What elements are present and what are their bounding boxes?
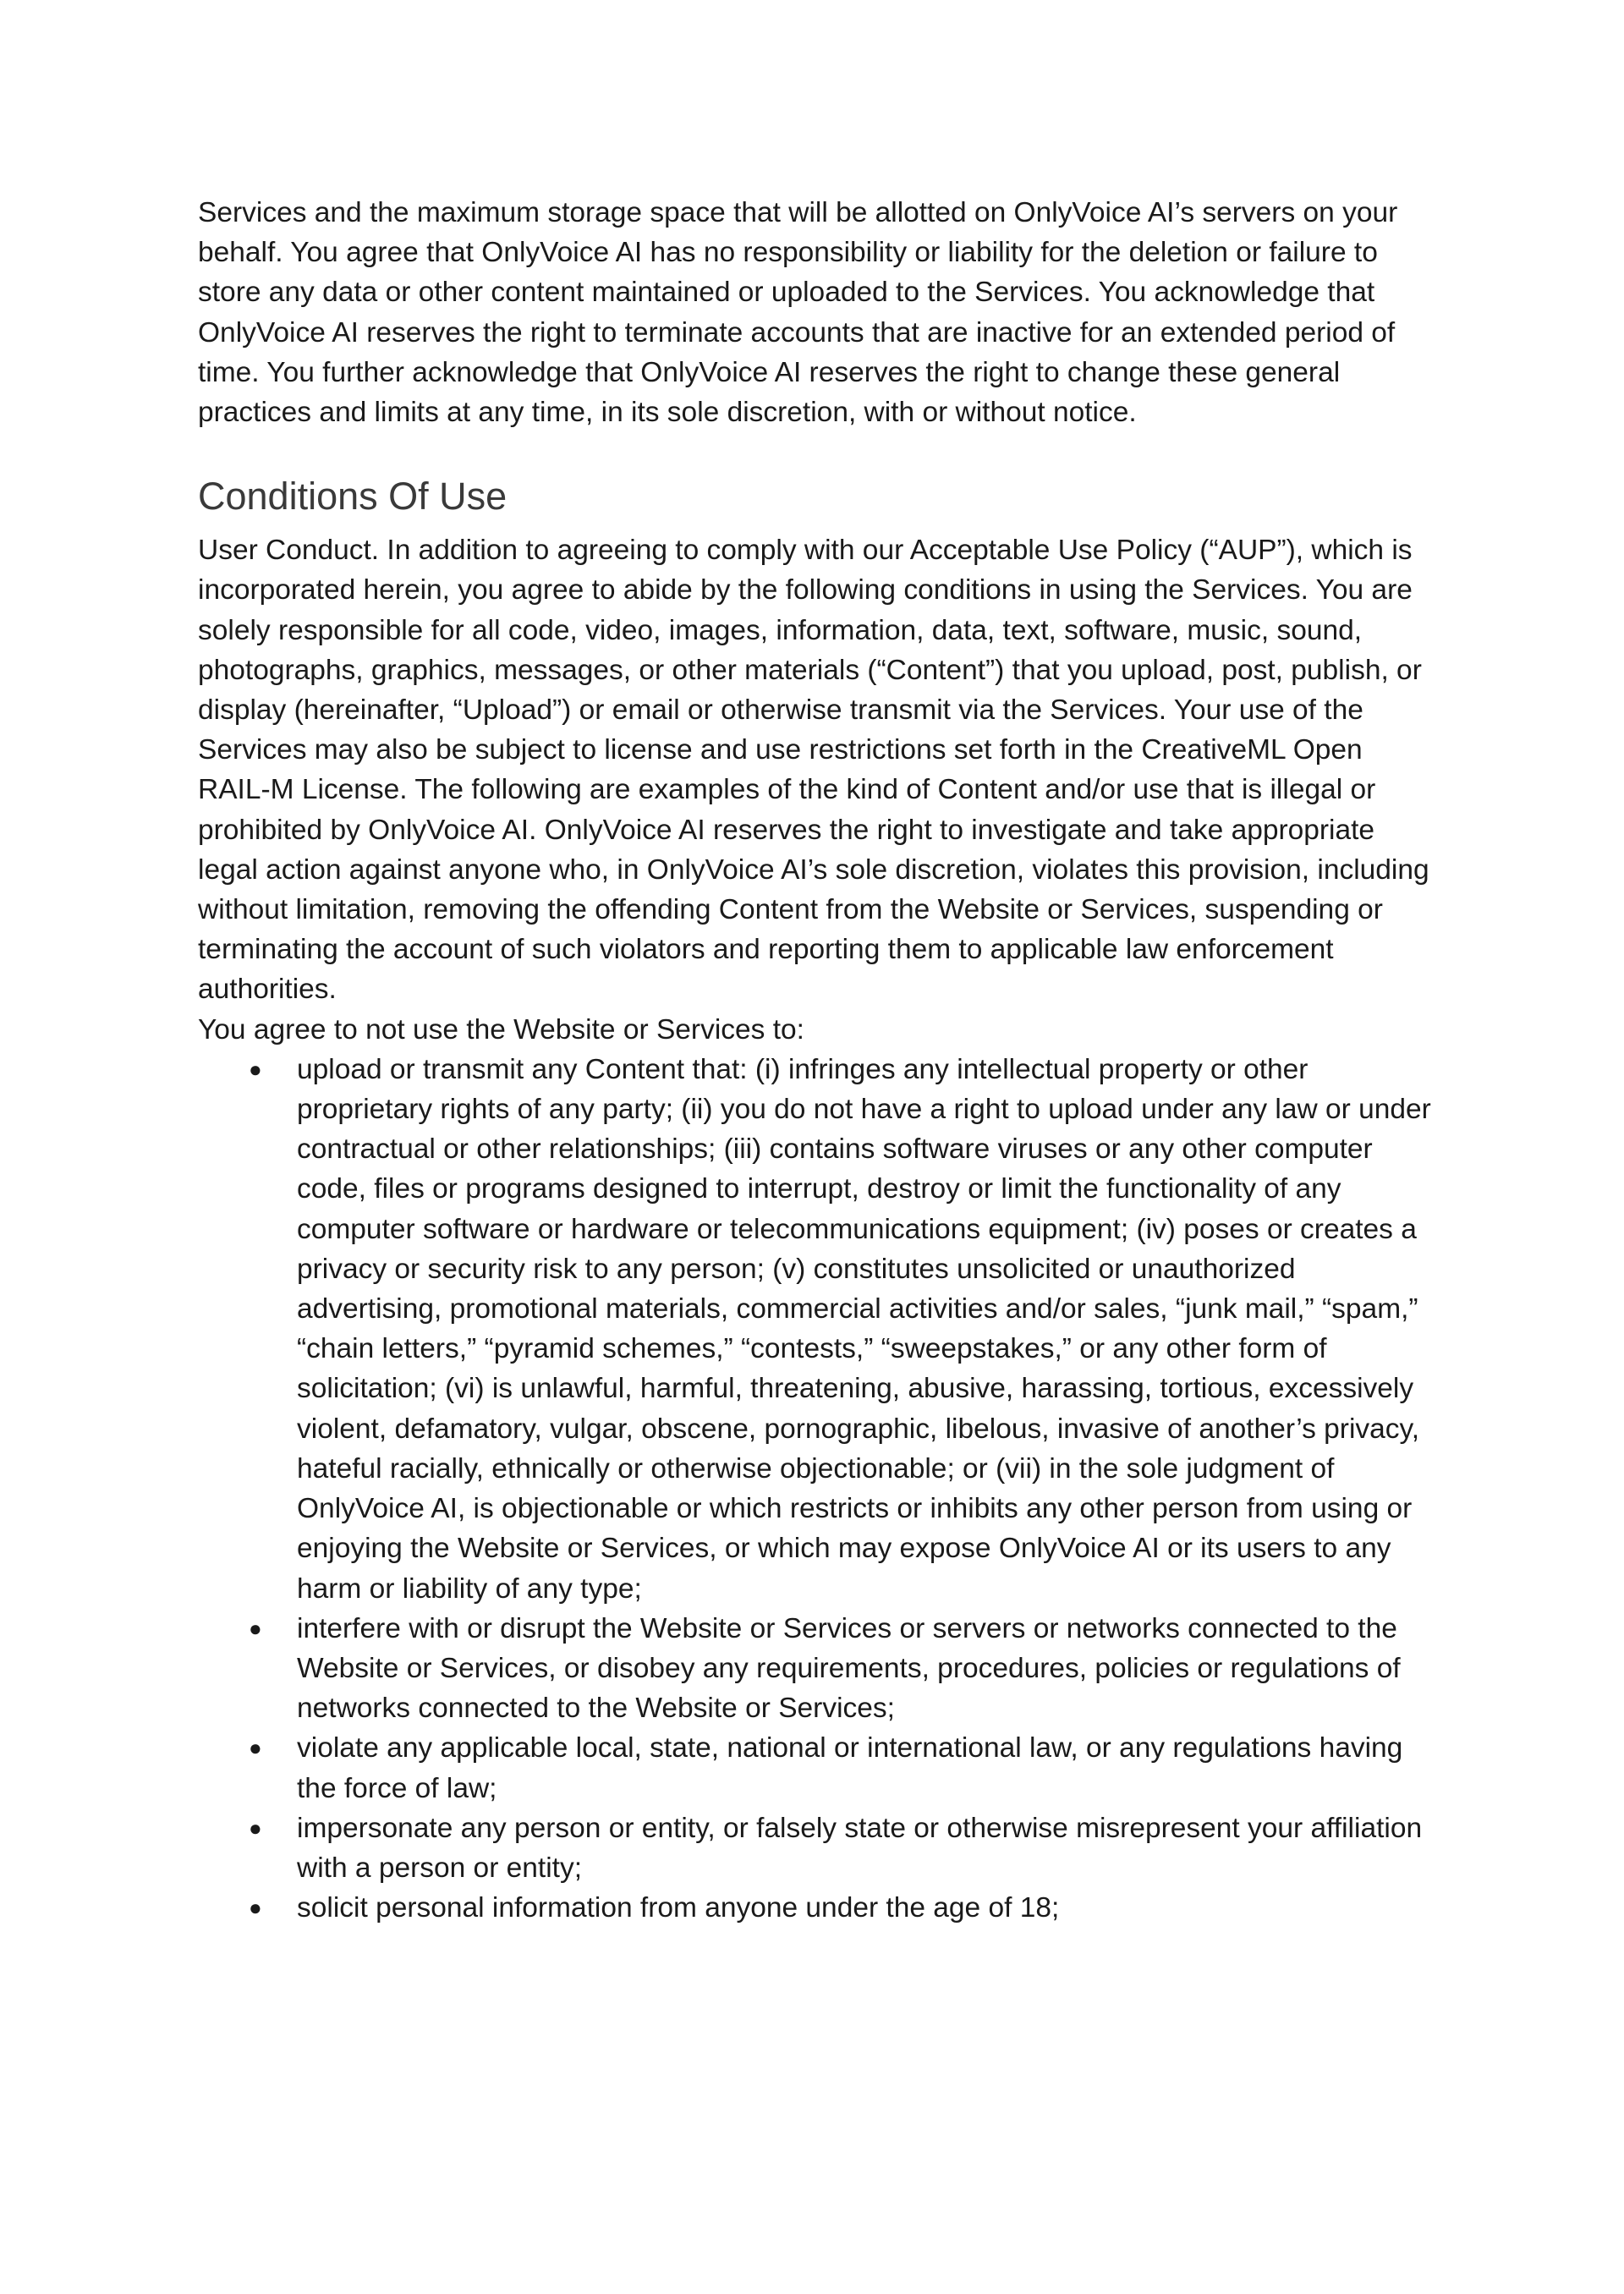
section-heading: Conditions Of Use bbox=[198, 475, 508, 519]
user-conduct-paragraph: User Conduct. In addition to agreeing to comply with our Acceptable Use Policy (“AUP”), which is incorporated herein, you agree to abide by the following conditions in using the Services. You are solely responsible for all code, video, images, information, data, text, software, music, sound, photographs, graphics, messages, or other materials (“Content”) that you upload, post, publish, or display (hereinafter, “Upload”) or email or otherwise transmit via the Services. Your use of the Services may also be subject to license and use restrictions set forth in the CreativeML Open RAIL-M License. The following are examples of the kind of Content and/or use that is illegal or prohibited by OnlyVoice AI. OnlyVoice AI reserves the right to investigate and take appropriate legal action against anyone who, in OnlyVoice AI’s sole discretion, violates this provision, including without limitation, removing the offending Content from the Website or Services, suspending or terminating the account of such violators and reporting them to applicable law enforcement authorities. bbox=[198, 535, 1429, 1006]
list-intro: You agree to not use the Website or Services to: bbox=[198, 1013, 804, 1045]
bullet-icon: ● bbox=[249, 1615, 262, 1641]
list-item-text: upload or transmit any Content that: (i) infringes any intellectual property or other proprietary rights of any party; (ii) you do not have a right to upload under any law or under contractual or other relationships; (iii) contains software viruses or any other computer code, files or programs designed to interrupt, destroy or limit the functionality of any computer software or hardware or telecommunications equipment; (iv) poses or creates a privacy or security risk to any person; (v) constitutes unsolicited or unauthorized advertising, promotional materials, commercial activities and/or sales, “junk mail,” “spam,” “chain letters,” “pyramid schemes,” “contests,” “sweepstakes,” or any other form of solicitation; (vi) is unlawful, harmful, threatening, abusive, harassing, tortious, excessively violent, defamatory, vulgar, obscene, pornographic, libelous, invasive of another’s privacy, hateful racially, ethnically or otherwise objectionable; or (vii) in the sole judgment of OnlyVoice AI, is objectionable or which restricts or inhibits any other person from using or enjoying the Website or Services, or which may expose OnlyVoice AI or its users to any harm or liability of any type; bbox=[297, 1053, 1431, 1605]
document-page bbox=[198, 193, 1441, 1928]
list-item-text: interfere with or disrupt the Website or Services or servers or networks connected to the Website or Services, or disobey any requirements, procedures, policies or regulations of networks connected to the Website or Services; bbox=[297, 1612, 1401, 1725]
list-item bbox=[198, 1609, 1441, 1729]
bullet-icon: ● bbox=[249, 1814, 262, 1841]
bullet-icon: ● bbox=[249, 1056, 262, 1082]
bullet-icon: ● bbox=[249, 1735, 262, 1761]
list-item bbox=[198, 1050, 1441, 1609]
list-item bbox=[198, 1888, 1441, 1928]
bullet-icon: ● bbox=[249, 1895, 262, 1921]
list-item-text: impersonate any person or entity, or falsely state or otherwise misrepresent your affiliation with a person or entity; bbox=[297, 1812, 1423, 1884]
list-item bbox=[198, 1728, 1441, 1808]
intro-paragraph: Services and the maximum storage space that will be allotted on OnlyVoice AI’s servers on your behalf. You agree that OnlyVoice AI has no responsibility or liability for the deletion or failure to store any data or other content maintained or uploaded to the Services. You acknowledge that OnlyVoice AI reserves the right to terminate accounts that are inactive for an extended period of time. You further acknowledge that OnlyVoice AI reserves the right to change these general practices and limits at any time, in its sole discretion, with or without notice. bbox=[198, 197, 1398, 429]
list-item bbox=[198, 1808, 1441, 1888]
list-item-text: violate any applicable local, state, national or international law, or any regulations having the force of law; bbox=[297, 1732, 1403, 1804]
prohibited-uses-list bbox=[198, 1050, 1441, 1928]
list-item-text: solicit personal information from anyone under the age of 18; bbox=[297, 1892, 1060, 1924]
